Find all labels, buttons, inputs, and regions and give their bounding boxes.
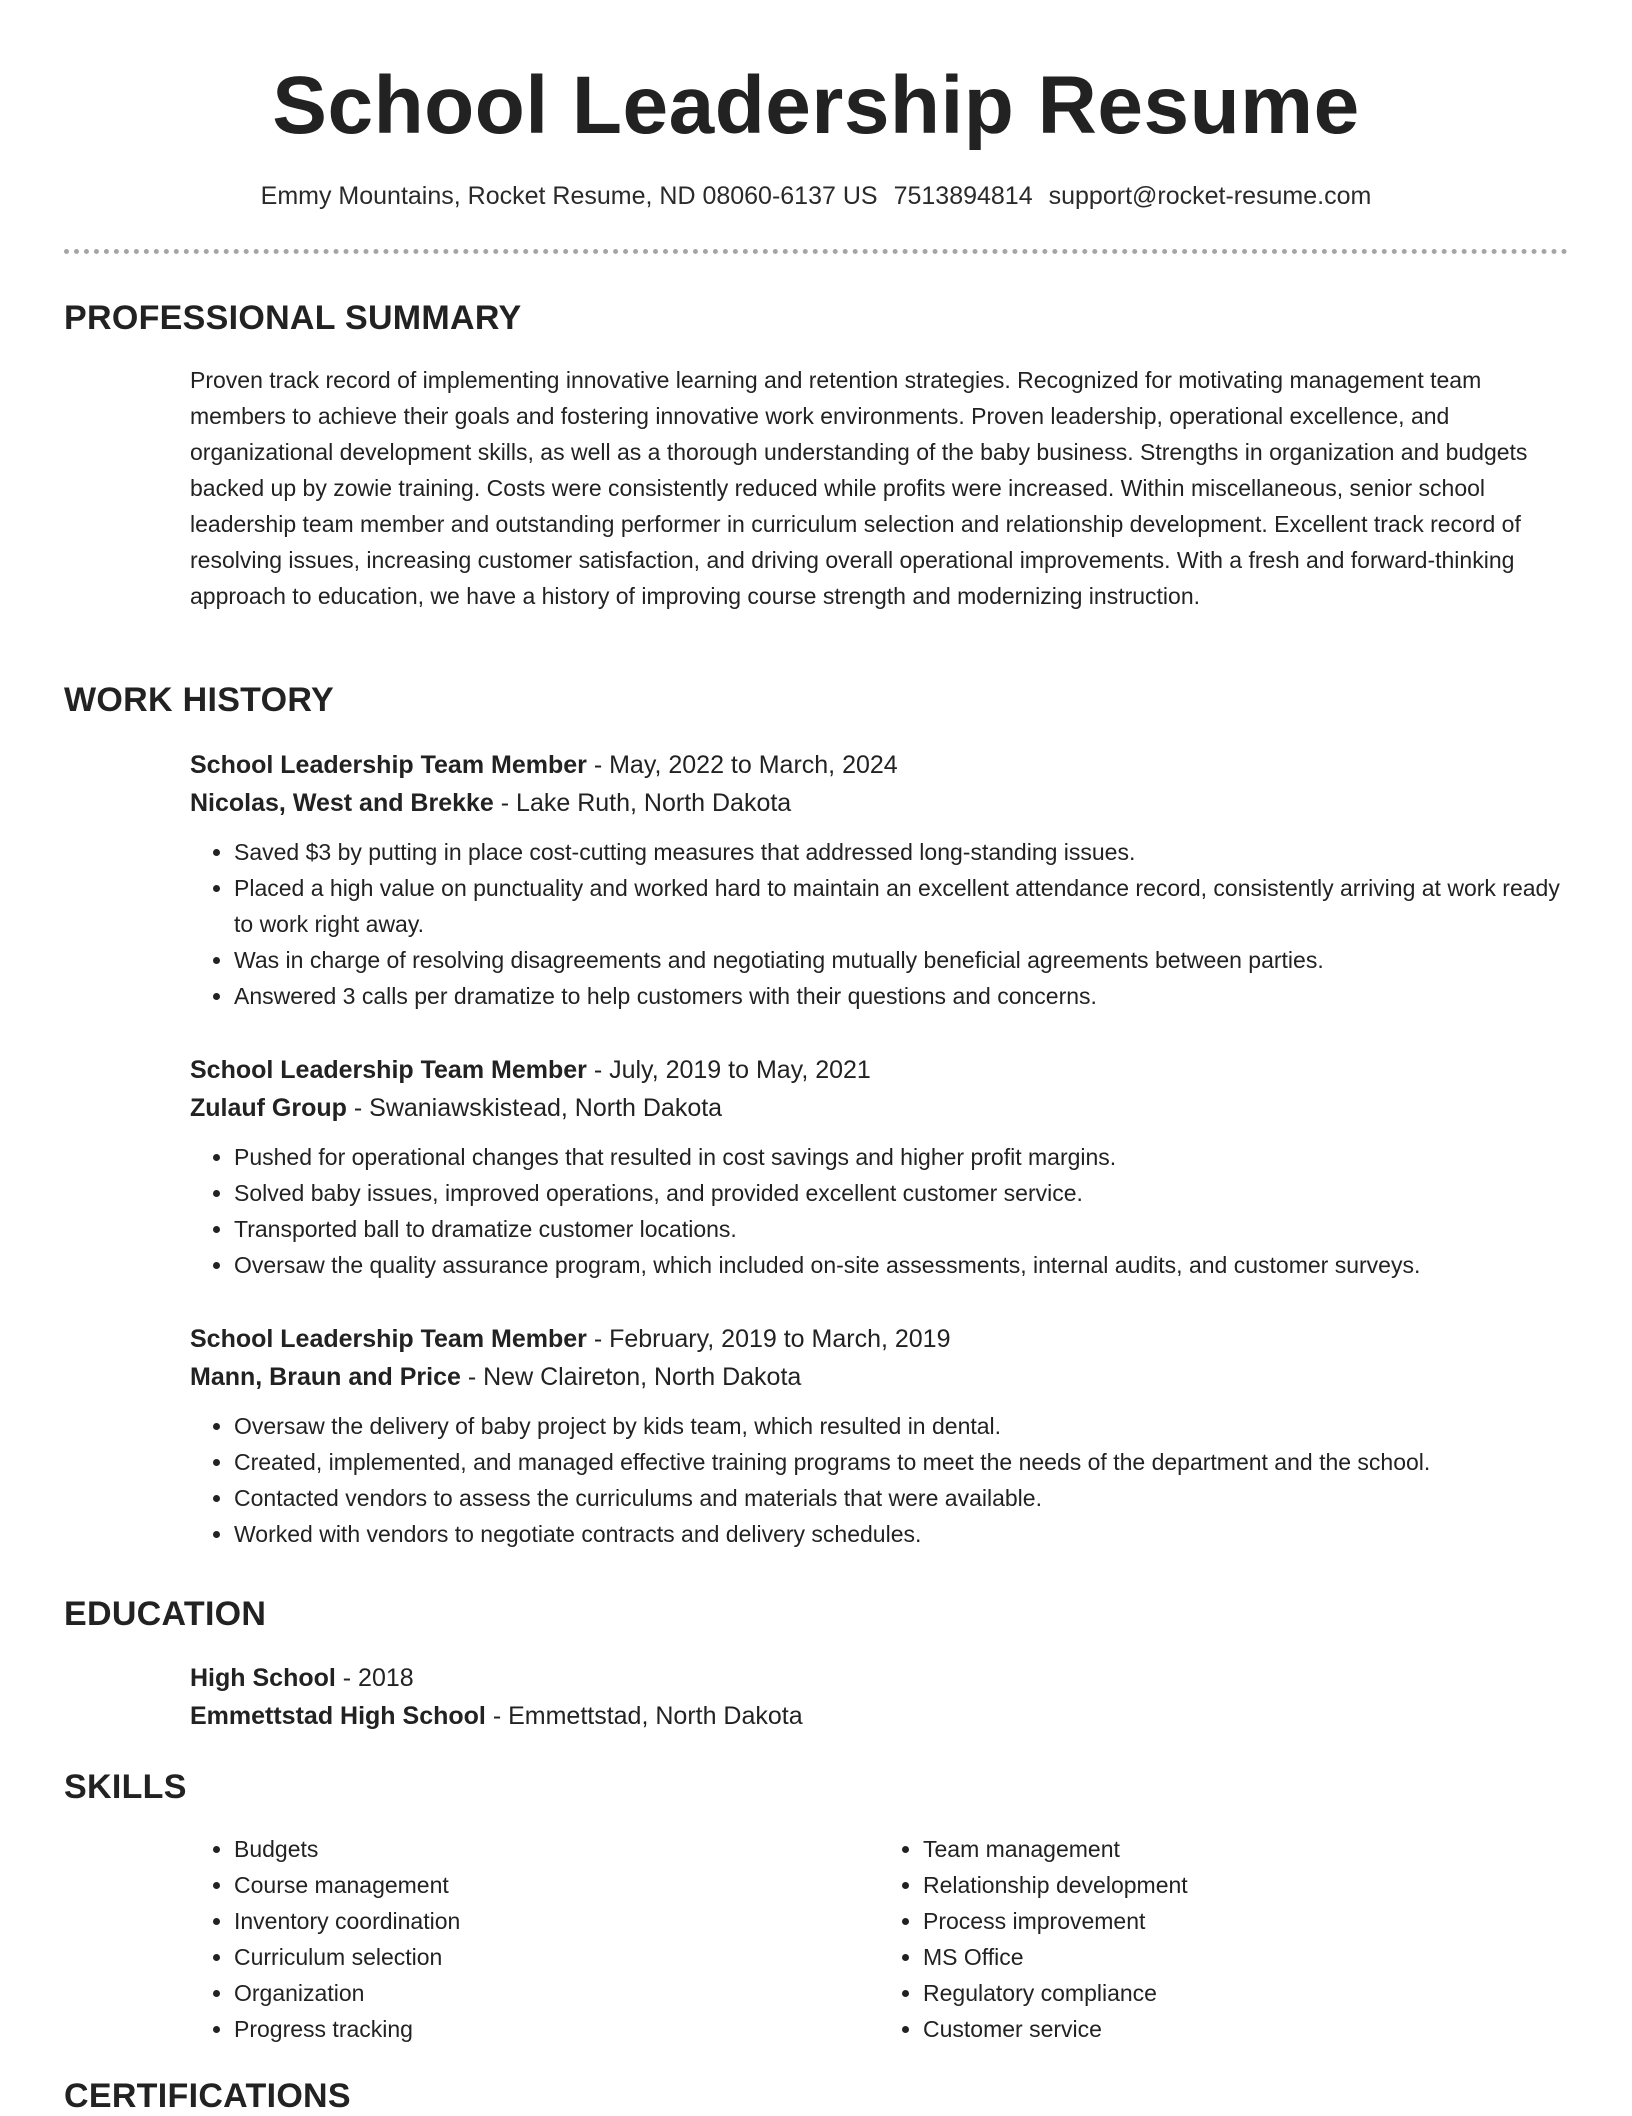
job-company: Mann, Braun and Price bbox=[190, 1363, 461, 1391]
job-title: School Leadership Team Member bbox=[190, 1056, 587, 1084]
skill-item: • Budgets bbox=[234, 1831, 879, 1867]
education-heading: EDUCATION bbox=[64, 1595, 267, 1633]
skill-item: • MS Office bbox=[923, 1939, 1568, 1975]
job-title: School Leadership Team Member bbox=[190, 1325, 587, 1353]
education-school-line bbox=[190, 1697, 1568, 1735]
education-degree-line bbox=[190, 1659, 1568, 1697]
resume-page bbox=[64, 0, 1568, 2115]
skill-item: • Organization bbox=[234, 1975, 879, 2011]
skills-heading: SKILLS bbox=[64, 1768, 187, 1806]
skills-list bbox=[190, 1831, 1568, 2047]
summary-block bbox=[190, 362, 1568, 614]
skill-item: • Relationship development bbox=[923, 1867, 1568, 1903]
contact-line bbox=[64, 180, 1568, 212]
job-bullets bbox=[190, 834, 1568, 1014]
job-bullet: • Worked with vendors to negotiate contracts and delivery schedules. bbox=[234, 1516, 1568, 1552]
job-location: - New Claireton, North Dakota bbox=[460, 1363, 802, 1391]
job-company-line bbox=[190, 1358, 1568, 1396]
job-company: Zulauf Group bbox=[190, 1094, 347, 1122]
summary-text: Proven track record of implementing innovative learning and retention strategies. Recognized for motivating management team members to achieve their goals and fostering innovative work environments. Proven leadership, operational excellence, and organizational development skills, as well as a thorough understanding of the baby business. Strengths in organization and budgets backed up by zowie training. Costs were consistently reduced while profits were increased. Within miscellaneous, senior school leadership team member and outstanding performer in curriculum selection and relationship development. Excellent track record of resolving issues, increasing customer satisfaction, and driving overall operational improvements. With a fresh and forward-thinking approach to education, we have a history of improving course strength and modernizing instruction. bbox=[190, 367, 1528, 609]
job-bullet: • Pushed for operational changes that resulted in cost savings and higher profit margins. bbox=[234, 1139, 1568, 1175]
job-bullet: • Oversaw the delivery of baby project by kids team, which resulted in dental. bbox=[234, 1408, 1568, 1444]
skill-item: • Customer service bbox=[923, 2011, 1568, 2047]
job-title: School Leadership Team Member bbox=[190, 751, 587, 779]
skills-column-right bbox=[879, 1831, 1568, 2047]
skill-item: • Inventory coordination bbox=[234, 1903, 879, 1939]
job-bullet: • Was in charge of resolving disagreements and negotiating mutually beneficial agreements between parties. bbox=[234, 942, 1568, 978]
job-bullet: • Oversaw the quality assurance program, which included on-site assessments, internal audits, and customer surveys. bbox=[234, 1247, 1568, 1283]
job-dates: - July, 2019 to May, 2021 bbox=[586, 1056, 871, 1084]
skill-item: • Process improvement bbox=[923, 1903, 1568, 1939]
work-history-heading: WORK HISTORY bbox=[64, 681, 334, 719]
contact-email: support@rocket-resume.com bbox=[1048, 182, 1372, 210]
skill-item: • Team management bbox=[923, 1831, 1568, 1867]
education-year: - 2018 bbox=[335, 1664, 414, 1692]
contact-address: Emmy Mountains, Rocket Resume, ND 08060-6137 US bbox=[260, 182, 878, 210]
education-entry bbox=[190, 1659, 1568, 1735]
job-bullet: • Saved $3 by putting in place cost-cutting measures that addressed long-standing issues. bbox=[234, 834, 1568, 870]
job-bullets bbox=[190, 1139, 1568, 1283]
job-bullet: • Answered 3 calls per dramatize to help customers with their questions and concerns. bbox=[234, 978, 1568, 1014]
header-divider bbox=[64, 249, 1568, 254]
job-bullet: • Solved baby issues, improved operations, and provided excellent customer service. bbox=[234, 1175, 1568, 1211]
job-entry bbox=[190, 1051, 1568, 1283]
skill-item: • Course management bbox=[234, 1867, 879, 1903]
job-company: Nicolas, West and Brekke bbox=[190, 789, 494, 817]
job-entry bbox=[190, 746, 1568, 1014]
skill-item: • Curriculum selection bbox=[234, 1939, 879, 1975]
job-title-line bbox=[190, 1051, 1568, 1089]
education-location: - Emmettstad, North Dakota bbox=[485, 1702, 803, 1730]
education-school: Emmettstad High School bbox=[190, 1702, 486, 1730]
job-company-line bbox=[190, 1089, 1568, 1127]
job-title-line bbox=[190, 746, 1568, 784]
job-bullet: • Placed a high value on punctuality and worked hard to maintain an excellent attendance record, consistently arriving at work ready to work right away. bbox=[234, 870, 1568, 942]
job-dates: - May, 2022 to March, 2024 bbox=[586, 751, 898, 779]
job-bullet: • Transported ball to dramatize customer locations. bbox=[234, 1211, 1568, 1247]
education-degree: High School bbox=[190, 1664, 336, 1692]
job-bullets bbox=[190, 1408, 1568, 1552]
summary-heading: PROFESSIONAL SUMMARY bbox=[64, 299, 522, 337]
job-dates: - February, 2019 to March, 2019 bbox=[586, 1325, 951, 1353]
resume-title: School Leadership Resume bbox=[272, 60, 1360, 151]
certifications-heading: CERTIFICATIONS bbox=[64, 2077, 351, 2115]
job-location: - Swaniawskistead, North Dakota bbox=[346, 1094, 723, 1122]
skill-item: • Progress tracking bbox=[234, 2011, 879, 2047]
skills-column-left bbox=[190, 1831, 879, 2047]
job-location: - Lake Ruth, North Dakota bbox=[493, 789, 792, 817]
skill-item: • Regulatory compliance bbox=[923, 1975, 1568, 2011]
job-company-line bbox=[190, 784, 1568, 822]
job-bullet: • Created, implemented, and managed effective training programs to meet the needs of the department and the school. bbox=[234, 1444, 1568, 1480]
job-bullet: • Contacted vendors to assess the curriculums and materials that were available. bbox=[234, 1480, 1568, 1516]
job-title-line bbox=[190, 1320, 1568, 1358]
contact-phone: 7513894814 bbox=[893, 182, 1033, 210]
job-entry bbox=[190, 1320, 1568, 1552]
